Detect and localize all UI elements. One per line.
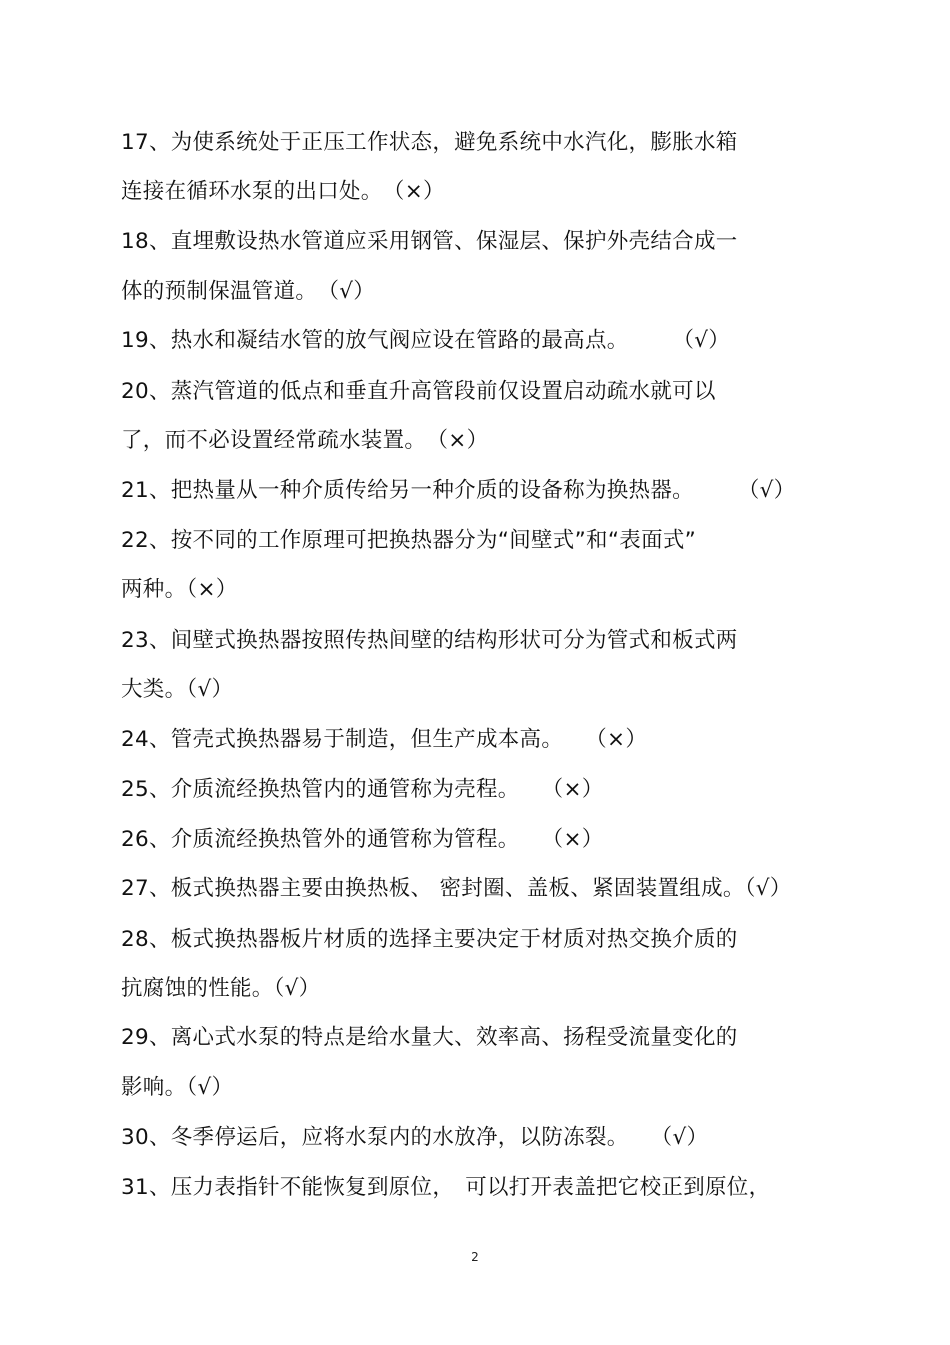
text-line-q20-b: 了，而不必设置经常疏水装置。 （×） bbox=[121, 428, 489, 453]
text-line-q30: 30、冬季停运后，应将水泵内的水放净，以防冻裂。 （√） bbox=[121, 1125, 709, 1150]
text-line-q19: 19、热水和凝结水管的放气阀应设在管路的最高点。 （√） bbox=[121, 328, 731, 353]
text-line-q29-b: 影响。（√） bbox=[121, 1075, 234, 1100]
text-line-q18-b: 体的预制保温管道。 （√） bbox=[121, 279, 376, 304]
text-line-q18-a: 18、直埋敷设热水管道应采用钢管、保湿层、保护外壳结合成一 bbox=[121, 229, 738, 254]
text-line-q28-b: 抗腐蚀的性能。（√） bbox=[121, 976, 321, 1001]
text-line-q17-a: 17、为使系统处于正压工作状态，避免系统中水汽化，膨胀水箱 bbox=[121, 130, 738, 155]
text-line-q24: 24、管壳式换热器易于制造，但生产成本高。 （×） bbox=[121, 727, 648, 752]
text-line-q21: 21、把热量从一种介质传给另一种介质的设备称为换热器。 （√） bbox=[121, 478, 796, 503]
text-line-q23-b: 大类。（√） bbox=[121, 677, 234, 702]
text-line-q20-a: 20、蒸汽管道的低点和垂直升高管段前仅设置启动疏水就可以 bbox=[121, 379, 716, 404]
text-line-q26: 26、介质流经换热管外的通管称为管程。 （×） bbox=[121, 827, 604, 852]
text-line-q28-a: 28、板式换热器板片材质的选择主要决定于材质对热交换介质的 bbox=[121, 927, 738, 952]
text-line-q29-a: 29、离心式水泵的特点是给水量大、效率高、扬程受流量变化的 bbox=[121, 1025, 738, 1050]
text-line-q22-b: 两种。（×） bbox=[121, 577, 238, 602]
text-line-q23-a: 23、间壁式换热器按照传热间壁的结构形状可分为管式和板式两 bbox=[121, 628, 738, 653]
text-line-q27: 27、板式换热器主要由换热板、 密封圈、盖板、紧固装置组成。（√） bbox=[121, 876, 792, 901]
page-number: 2 bbox=[471, 1250, 479, 1264]
text-line-q22-a: 22、按不同的工作原理可把换热器分为“间壁式”和“表面式” bbox=[121, 528, 697, 553]
text-line-q17-b: 连接在循环水泵的出口处。 （×） bbox=[121, 179, 445, 204]
text-line-q31: 31、压力表指针不能恢复到原位， 可以打开表盖把它校正到原位， bbox=[121, 1175, 771, 1200]
text-line-q25: 25、介质流经换热管内的通管称为壳程。 （×） bbox=[121, 777, 604, 802]
